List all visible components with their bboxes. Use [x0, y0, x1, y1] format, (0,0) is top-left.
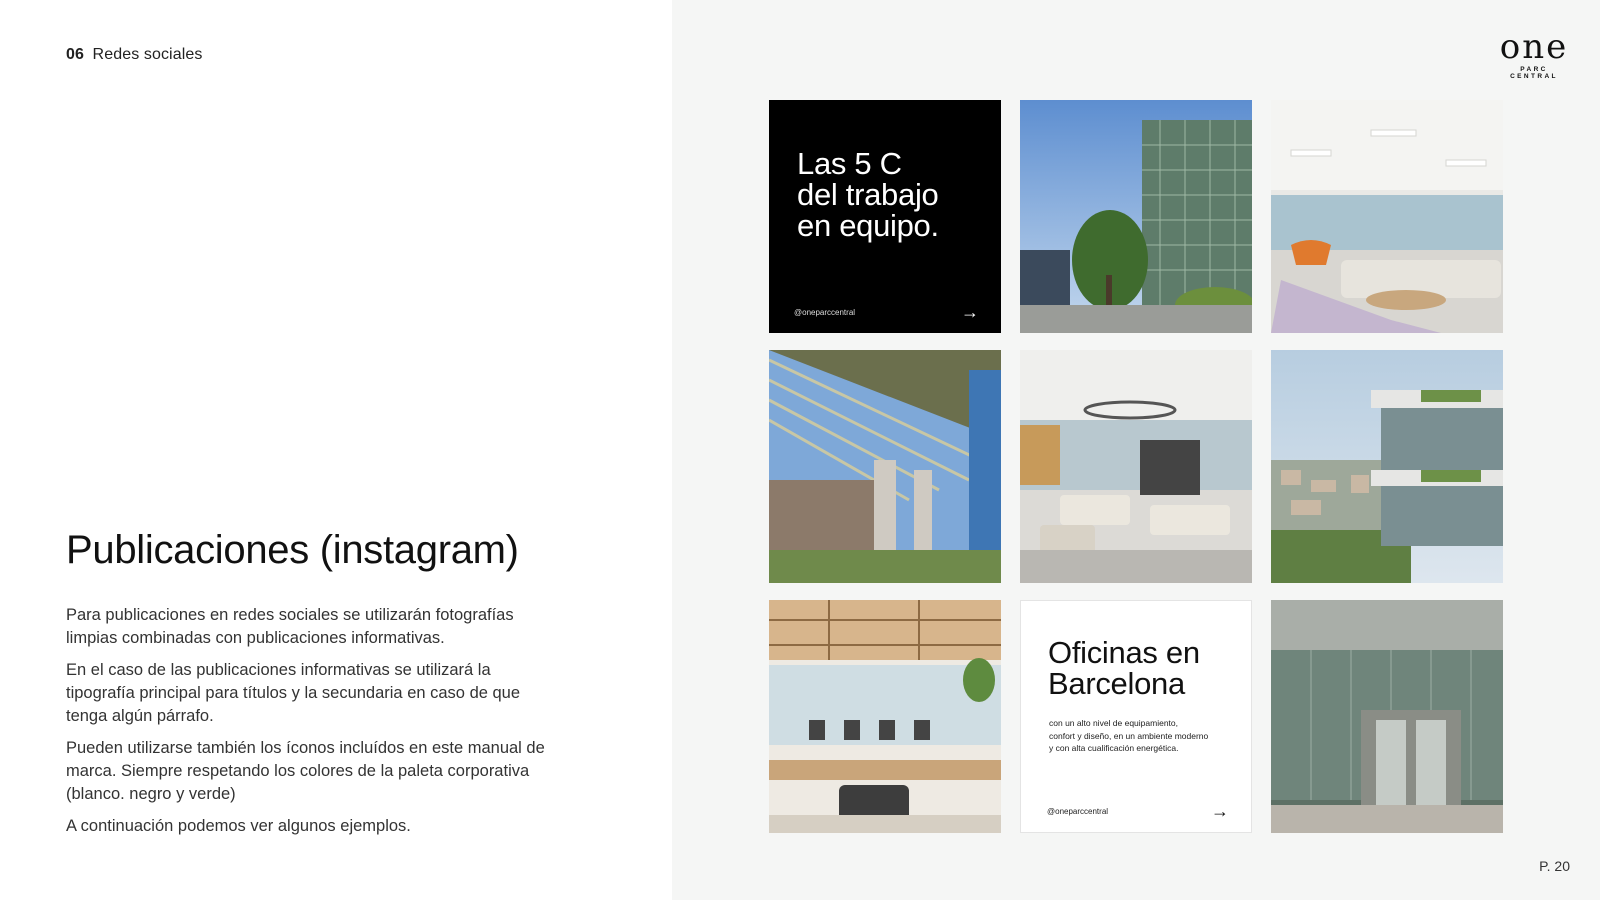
- open-office-photo: [769, 600, 1001, 833]
- post-black-text[interactable]: [769, 100, 1001, 333]
- office-lounge-photo: [1020, 350, 1252, 583]
- page-title: Publicaciones (instagram): [66, 528, 519, 572]
- post-handle: @oneparccentral: [1047, 807, 1109, 816]
- logo-subtitle: PARC CENTRAL: [1510, 66, 1558, 80]
- paragraph: A continuación podemos ver algunos ejemplos.: [66, 817, 411, 835]
- photo-lounge-interior[interactable]: [1271, 100, 1503, 333]
- brand-logo: [1496, 27, 1572, 80]
- post-title-line: del trabajo: [797, 177, 939, 212]
- terrace-photo: [1271, 350, 1503, 583]
- post-title: [1048, 637, 1200, 699]
- section-label: [66, 46, 202, 64]
- post-handle: @oneparccentral: [794, 308, 856, 317]
- section-number: 06: [66, 46, 84, 63]
- post-white-text[interactable]: [1020, 600, 1252, 833]
- arrow-right-icon[interactable]: →: [961, 302, 979, 322]
- post-title-line: en equipo.: [797, 208, 939, 243]
- arrow-right-icon[interactable]: →: [1211, 801, 1229, 821]
- post-description-line: con un alto nivel de equipamiento,: [1049, 718, 1179, 728]
- post-description-line: confort y diseño, en un ambiente moderno: [1049, 730, 1209, 741]
- post-title-line: Barcelona: [1048, 666, 1185, 701]
- paragraph: En el caso de las publicaciones informativas se utilizará la tipografía principal para títulos y la secundaria en caso de que tenga algún párrafo.: [66, 661, 521, 725]
- post-description: [1049, 717, 1229, 755]
- logo-word: one: [1499, 27, 1569, 67]
- body-text: [66, 604, 556, 847]
- paragraph: Para publicaciones en redes sociales se utilizarán fotografías limpias combinadas con publicaciones informativas.: [66, 606, 514, 647]
- photo-open-office[interactable]: [769, 600, 1001, 833]
- post-description-line: y con alta cualificación energética.: [1049, 743, 1179, 753]
- photo-entrance[interactable]: [1271, 600, 1503, 833]
- post-title-line: Las 5 C: [797, 146, 902, 181]
- photo-facade-canopy[interactable]: [769, 350, 1001, 583]
- photo-terrace-city[interactable]: [1271, 350, 1503, 583]
- examples-panel: [672, 0, 1600, 900]
- paragraph: Pueden utilizarse también los íconos incluídos en este manual de marca. Siempre respetando los colores de la paleta corporativa (blanco. negro y verde): [66, 739, 545, 803]
- entrance-photo: [1271, 600, 1503, 833]
- photo-building-exterior[interactable]: [1020, 100, 1252, 333]
- photo-office-lounge[interactable]: [1020, 350, 1252, 583]
- page-number: P. 20: [1539, 858, 1570, 874]
- section-title: Redes sociales: [92, 46, 203, 63]
- text-panel: [0, 0, 672, 900]
- post-title: [797, 148, 939, 241]
- building-photo: [1020, 100, 1252, 333]
- lounge-photo: [1271, 100, 1503, 333]
- canopy-photo: [769, 350, 1001, 583]
- post-title-line: Oficinas en: [1048, 635, 1200, 670]
